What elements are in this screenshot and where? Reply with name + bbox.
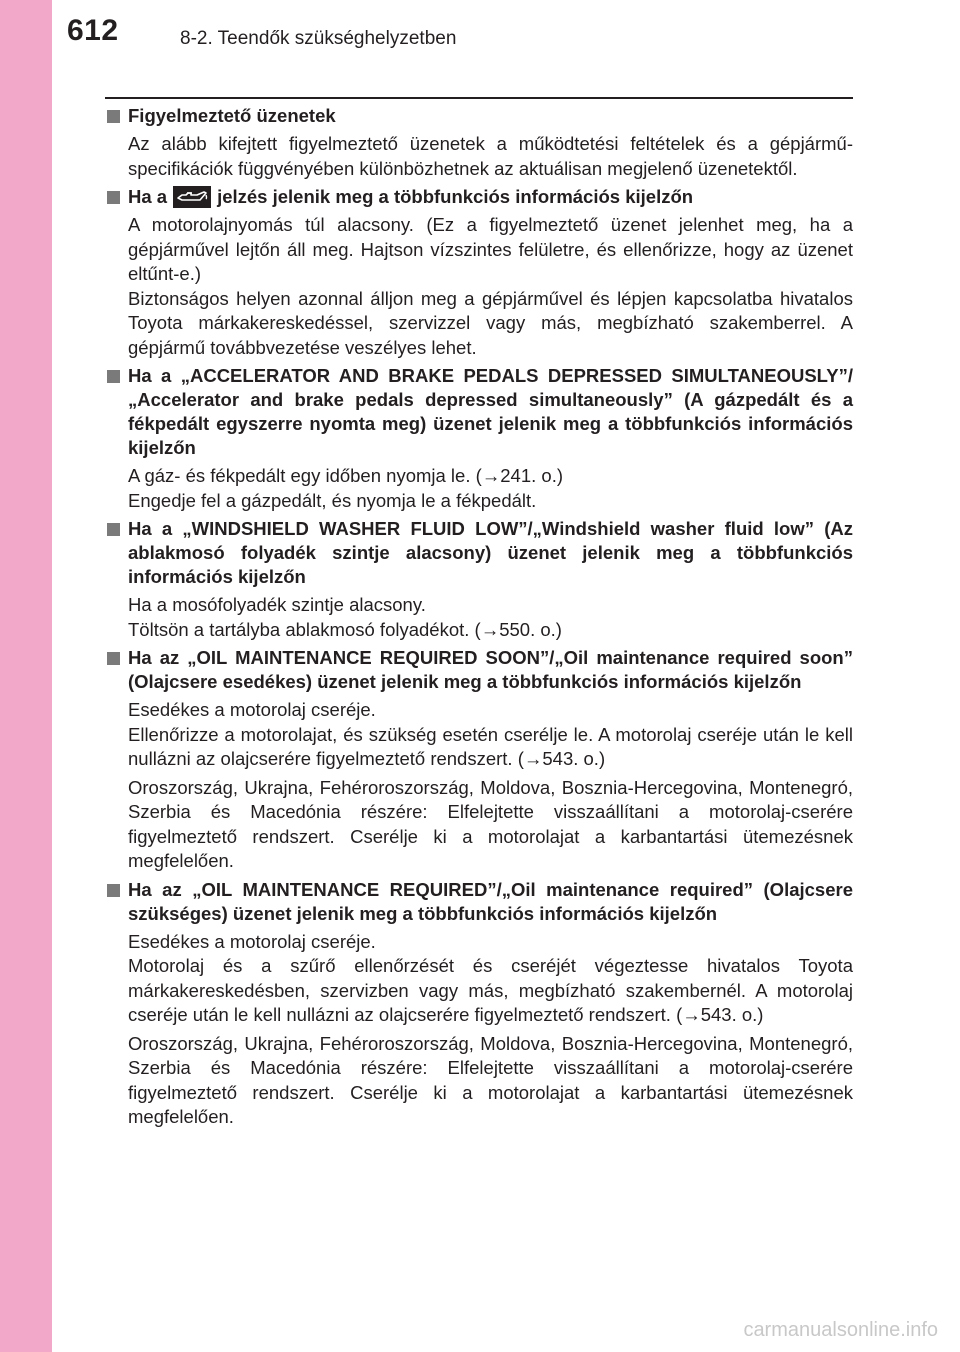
paragraph: Az alább kifejtett figyelmeztető üzenetek a működtetési feltételek és a gépjármű-specifikációk függvényében különbözhetnek az aktuálisan megjelenő üzenetektől. xyxy=(128,133,853,179)
header-rule xyxy=(105,97,853,99)
section-title: 8-2. Teendők szükséghelyzetben xyxy=(180,28,457,49)
section-pedals xyxy=(105,364,853,513)
section-heading: Ha a jelzés jelenik meg a többfunkciós információs kijelzőn xyxy=(105,185,853,209)
paragraph: Oroszország, Ukrajna, Fehéroroszország, Moldova, Bosznia-Hercegovina, Montenegró, Szerbia és Macedónia részére: Elfelejtette visszaállítani a motorolaj-cserére figyelmeztető rendszert. Cserélje ki a motorolajat a karbantartási ütemezésnek megfelelően. xyxy=(128,1032,853,1127)
square-bullet-icon xyxy=(107,523,120,536)
paragraph: Esedékes a motorolaj cseréje. xyxy=(128,699,376,720)
paragraph: Biztonságos helyen azonnal álljon meg a gépjárművel és lépjen kapcsolatba hivatalos Toyota márkakereskedéssel, szervizzel vagy más, megbízható szakemberrel. A gépjármű továbbvezetése veszélyes lehet. xyxy=(128,287,853,358)
paragraph: Oroszország, Ukrajna, Fehéroroszország, Moldova, Bosznia-Hercegovina, Montenegró, Szerbia és Macedónia részére: Elfelejtette visszaállítani a motorolaj-cserére figyelmeztető rendszert. Cserélje ki a motorolajat a karbantartási ütemezésnek megfelelően. xyxy=(128,776,853,871)
section-washer-fluid xyxy=(105,517,853,642)
paragraph: Engedje fel a gázpedált, és nyomja le a fékpedált. xyxy=(128,489,537,511)
paragraph: Esedékes a motorolaj cseréje. xyxy=(128,930,376,952)
section-oil-pressure xyxy=(105,185,853,360)
square-bullet-icon xyxy=(107,191,120,204)
paragraph: A gáz- és fékpedált egy időben nyomja le. (→241. o.) xyxy=(128,465,564,486)
paragraph: Ellenőrizze a motorolajat, és szükség esetén cserélje le. A motorolaj cseréje után le kell nullázni az olajcserére figyelmeztető rendszert. (→543. o.) xyxy=(128,723,853,769)
section-body xyxy=(105,132,853,181)
square-bullet-icon xyxy=(107,884,120,897)
section-body xyxy=(105,213,853,360)
section-heading: Ha az „OIL MAINTENANCE REQUIRED SOON”/„Oil maintenance required soon” (Olajcsere esedékes) üzenet jelenik meg a többfunkciós információs kijelzőn xyxy=(105,646,853,694)
watermark: carmanualsonline.info xyxy=(743,1319,938,1341)
section-body xyxy=(105,930,853,1130)
section-body xyxy=(105,593,853,642)
page-number: 612 xyxy=(67,14,119,47)
section-body xyxy=(105,698,853,874)
section-oil-maintenance-soon xyxy=(105,646,853,874)
side-color-bar xyxy=(0,0,52,1352)
section-heading: Ha a „ACCELERATOR AND BRAKE PEDALS DEPRESSED SIMULTANEOUSLY”/„Accelerator and brake pedals depressed simultaneously” (A gázpedált és a fékpedált egyszerre nyomta meg) üzenet jelenik meg a többfunkciós információs kijelzőn xyxy=(105,364,853,460)
oil-pressure-icon xyxy=(173,186,211,208)
section-heading: Ha az „OIL MAINTENANCE REQUIRED”/„Oil maintenance required” (Olajcsere szükséges) üzenet jelenik meg a többfunkciós információs kijelzőn xyxy=(105,878,853,926)
paragraph: A motorolajnyomás túl alacsony. (Ez a figyelmeztető üzenet jelenhet meg, ha a gépjárművel lejtőn áll meg. Hajtson vízszintes felületre, és ellenőrizze, hogy az üzenet eltűnt-e.) xyxy=(128,214,853,284)
page-header xyxy=(0,0,960,90)
paragraph: Ha a mosófolyadék szintje alacsony. xyxy=(128,594,426,615)
paragraph: Motorolaj és a szűrő ellenőrzését és cseréjét végeztesse hivatalos Toyota márkakereskedésben, szervizben vagy más, megbízható szakembernél. A motorolaj cseréje után le kell nullázni az olajcserére figyelmeztető rendszert. (→543. o.) xyxy=(128,955,853,1025)
square-bullet-icon xyxy=(107,110,120,123)
paragraph: Töltsön a tartályba ablakmosó folyadékot. (→550. o.) xyxy=(128,618,562,640)
section-heading: Ha a „WINDSHIELD WASHER FLUID LOW”/„Windshield washer fluid low” (Az ablakmosó folyadék szintje alacsony) üzenet jelenik meg a többfunkciós információs kijelzőn xyxy=(105,517,853,589)
section-body xyxy=(105,464,853,513)
content xyxy=(105,104,853,1134)
section-warning-messages xyxy=(105,104,853,181)
section-oil-maintenance-required xyxy=(105,878,853,1130)
square-bullet-icon xyxy=(107,370,120,383)
square-bullet-icon xyxy=(107,652,120,665)
section-heading: Figyelmeztető üzenetek xyxy=(105,104,853,128)
